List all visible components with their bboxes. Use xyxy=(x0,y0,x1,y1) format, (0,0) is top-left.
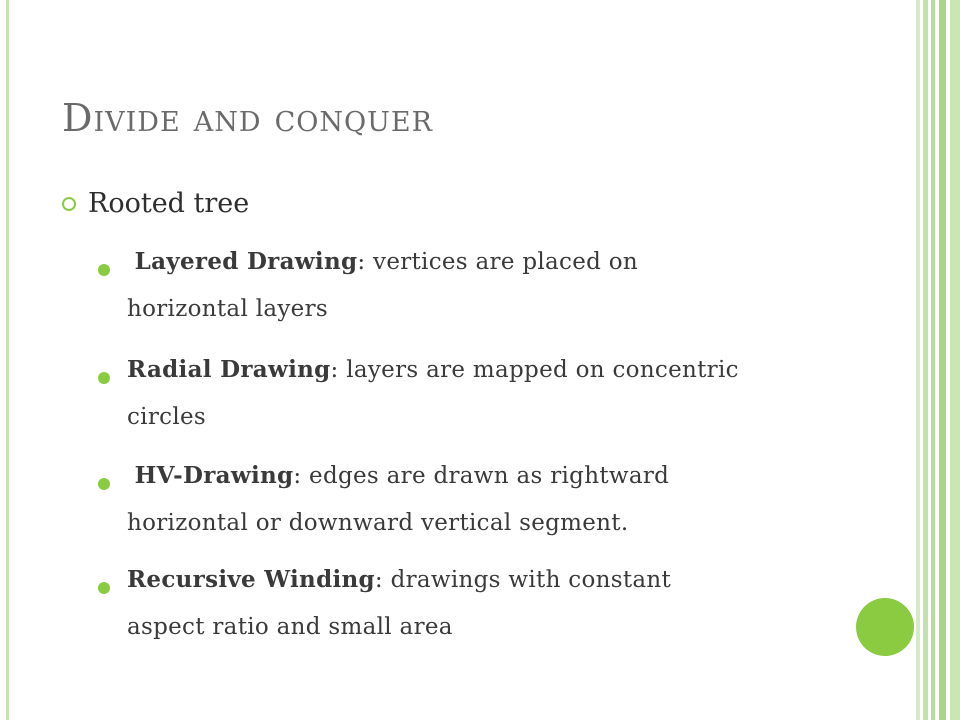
dot-bullet-icon xyxy=(98,372,110,384)
ring-bullet-icon xyxy=(62,197,76,211)
bullet-continuation: horizontal layers xyxy=(127,296,328,322)
bullet-description: : vertices are placed on xyxy=(357,249,639,275)
left-border-stripe xyxy=(6,0,9,720)
bullet-description: : layers are mapped on concentric xyxy=(330,357,739,383)
bullet-continuation: horizontal or downward vertical segment. xyxy=(127,510,629,536)
bullet-level1 xyxy=(62,188,249,219)
bullet-term: Layered Drawing xyxy=(134,248,358,275)
dot-bullet-icon xyxy=(98,582,110,594)
right-decor-stripe xyxy=(923,0,928,720)
right-decor-stripe xyxy=(939,0,946,720)
bullet-description: : edges are drawn as rightward xyxy=(293,463,670,489)
bullet-continuation: aspect ratio and small area xyxy=(127,614,453,640)
bullet-term: Recursive Winding xyxy=(127,566,375,593)
bullet-continuation: circles xyxy=(127,404,206,430)
bullet-level1-text: Rooted tree xyxy=(88,188,250,219)
bullet-description: : drawings with constant xyxy=(374,567,672,593)
decorative-green-circle xyxy=(856,598,914,656)
bullet-term: Radial Drawing xyxy=(127,356,331,383)
slide-title: Divide and conquer xyxy=(62,96,433,140)
right-decor-stripe xyxy=(950,0,960,720)
dot-bullet-icon xyxy=(98,264,110,276)
dot-bullet-icon xyxy=(98,478,110,490)
bullet-term: HV-Drawing xyxy=(134,462,294,489)
right-decor-stripe xyxy=(931,0,935,720)
right-decor-stripe xyxy=(916,0,920,720)
